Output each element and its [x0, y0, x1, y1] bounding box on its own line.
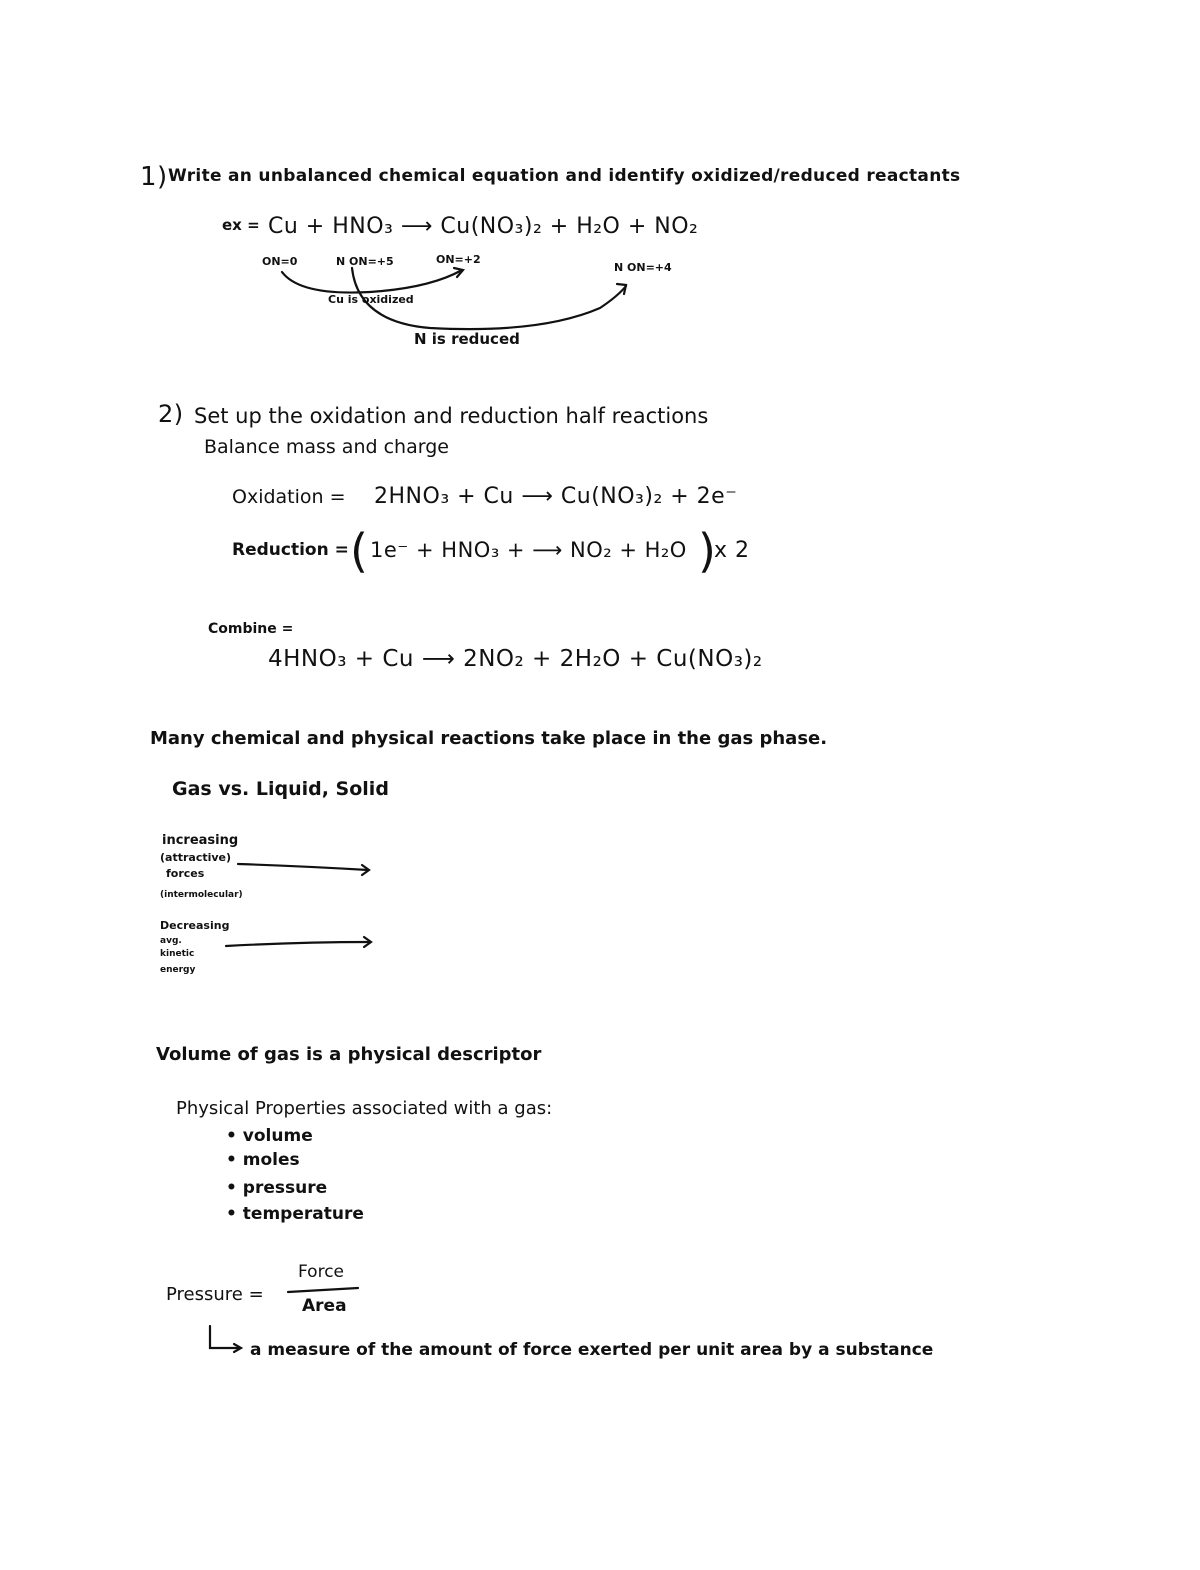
increasing-label-1: increasing	[162, 833, 239, 848]
decreasing-label-4: energy	[160, 965, 196, 975]
q1-on-n-left: N ON=+5	[336, 255, 394, 268]
cu-oxidized-arc	[282, 270, 462, 293]
increasing-label-2: (attractive)	[160, 851, 232, 864]
q2-subprompt: Balance mass and charge	[204, 436, 449, 458]
q1-number: 1)	[140, 162, 168, 192]
q2-prompt: Set up the oxidation and reduction half reactions	[194, 404, 709, 428]
q1-ex-label: ex =	[222, 216, 260, 234]
q1-on-n-right: N ON=+4	[614, 261, 672, 274]
property-pressure: • pressure	[226, 1178, 328, 1198]
volume-line: Volume of gas is a physical descriptor	[156, 1044, 542, 1065]
property-volume: • volume	[226, 1126, 313, 1146]
combined-equation: 4HNO₃ + Cu ⟶ 2NO₂ + 2H₂O + Cu(NO₃)₂	[268, 646, 763, 672]
reduction-close-paren: )	[698, 524, 716, 578]
oxidation-label: Oxidation =	[232, 486, 346, 508]
decreasing-arrow-line	[226, 942, 370, 946]
pressure-definition: a measure of the amount of force exerted per unit area by a substance	[250, 1340, 934, 1360]
gas-compare: Gas vs. Liquid, Solid	[172, 778, 389, 800]
pressure-numerator: Force	[298, 1262, 344, 1282]
reduction-label: Reduction =	[232, 540, 349, 560]
q1-equation: Cu + HNO₃ ⟶ Cu(NO₃)₂ + H₂O + NO₂	[268, 214, 699, 239]
reduction-open-paren: (	[350, 524, 368, 578]
q1-on-cu-left: ON=0	[262, 255, 298, 268]
q1-on-cu-right: ON=+2	[436, 253, 481, 266]
n-reduced-arc	[352, 268, 626, 329]
increasing-label-3: forces	[166, 867, 205, 880]
increasing-label-4: (intermolecular)	[160, 890, 243, 900]
pressure-label: Pressure =	[166, 1284, 264, 1305]
pressure-denominator: Area	[302, 1296, 347, 1316]
q1-prompt: Write an unbalanced chemical equation and identify oxidized/reduced reactants	[168, 166, 961, 186]
q1-cu-oxidized-note: Cu is oxidized	[328, 293, 414, 306]
reduction-equation: 1e⁻ + HNO₃ + ⟶ NO₂ + H₂O	[370, 538, 687, 562]
property-temperature: • temperature	[226, 1204, 364, 1224]
gas-intro: Many chemical and physical reactions take place in the gas phase.	[150, 728, 828, 749]
decreasing-label-3: kinetic	[160, 949, 195, 959]
pressure-fraction-bar	[288, 1288, 358, 1292]
decreasing-label-2: avg.	[160, 936, 182, 946]
combine-label: Combine =	[208, 621, 294, 637]
decreasing-label-1: Decreasing	[160, 919, 230, 932]
increasing-arrow-line	[238, 864, 368, 870]
oxidation-equation: 2HNO₃ + Cu ⟶ Cu(NO₃)₂ + 2e⁻	[374, 484, 738, 509]
property-moles: • moles	[226, 1150, 300, 1170]
properties-heading: Physical Properties associated with a gas:	[176, 1098, 553, 1119]
reduction-multiplier: x 2	[714, 538, 750, 563]
q1-n-reduced-note: N is reduced	[414, 330, 520, 348]
q2-number: 2)	[158, 400, 184, 428]
